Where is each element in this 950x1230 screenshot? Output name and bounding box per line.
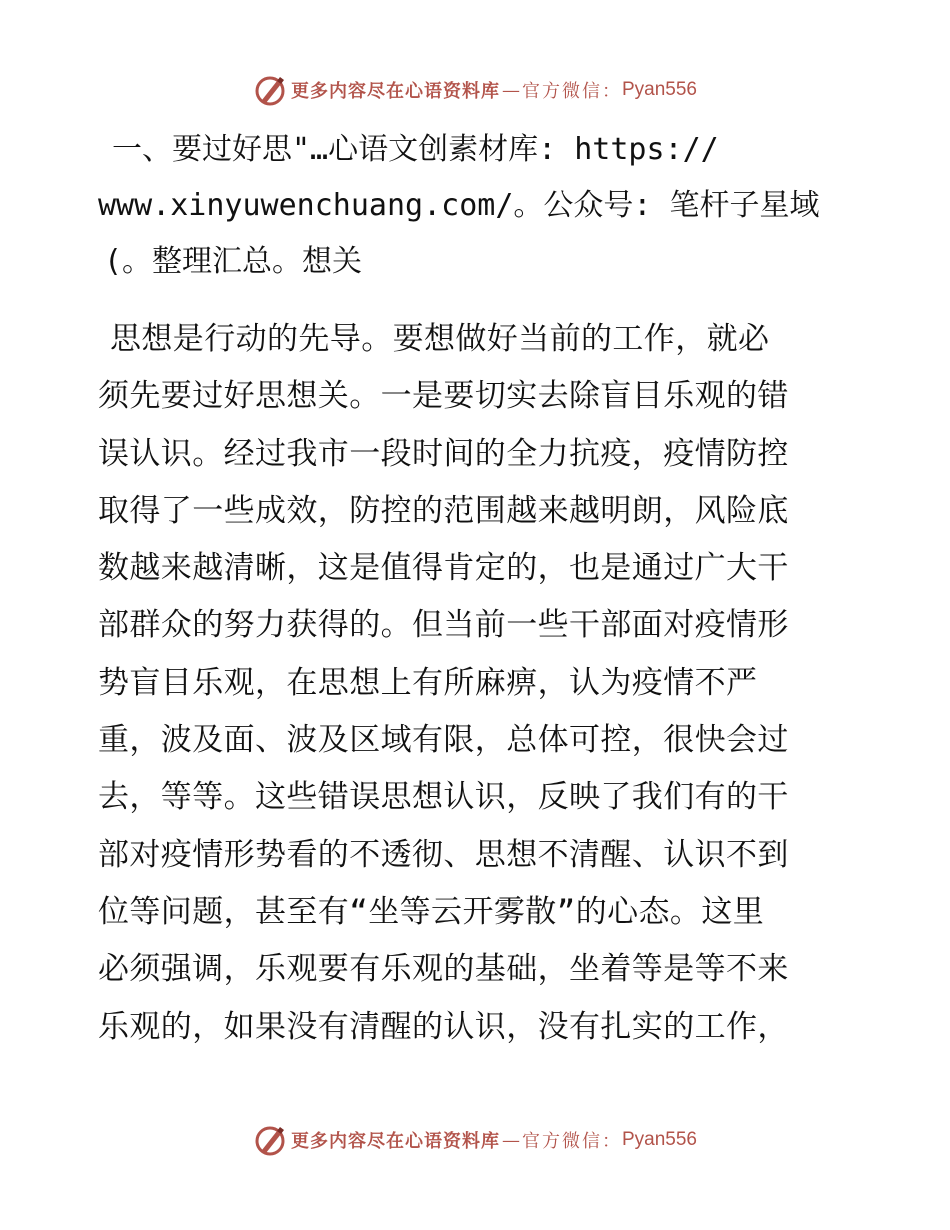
header-watermark-banner (0, 70, 950, 110)
paragraph-line: 误认识。经过我市一段时间的全力抗疫，疫情防控 (98, 435, 789, 472)
banner-wechat-id: Pyan556 (621, 79, 697, 100)
banner-official-label: 官方微信： (521, 81, 622, 102)
paragraph-line: 部群众的努力获得的。但当前一些干部面对疫情形 (98, 607, 789, 644)
paragraph-line: 位等问题，甚至有“坐等云开雾散”的心态。这里 (98, 893, 765, 930)
title-line-2: www.xinyuwenchuang.com/。公众号: 笔杆子星域 (98, 188, 820, 223)
pen-logo-icon (253, 73, 287, 107)
paragraph-line: 部对疫情形势看的不透彻、思想不清醒、认识不到 (98, 836, 789, 873)
banner-text: 更多内容尽在心语资料库 (290, 1131, 500, 1152)
banner-wechat-id: Pyan556 (621, 1129, 697, 1150)
pen-logo-icon (253, 1123, 287, 1157)
body-paragraph (98, 311, 858, 1056)
banner-official-label: 官方微信： (521, 1131, 622, 1152)
paragraph-line: 取得了一些成效，防控的范围越来越明朗，风险底 (98, 492, 789, 529)
footer-watermark-banner (0, 1120, 950, 1160)
title-line-1: 一、要过好思"…心语文创素材库: https:// (112, 132, 719, 167)
paragraph-line: 去，等等。这些错误思想认识，反映了我们有的干 (98, 779, 789, 816)
paragraph-line: 思想是行动的先导。要想做好当前的工作，就必 (110, 321, 770, 357)
banner-dash: — (501, 1129, 520, 1151)
paragraph-line: 乐观的，如果没有清醒的认识，没有扎实的工作， (98, 1008, 789, 1045)
banner-text: 更多内容尽在心语资料库 (290, 81, 500, 102)
title-line-3: (。整理汇总。想关 (104, 244, 363, 279)
paragraph-line: 重，波及面、波及区域有限，总体可控，很快会过 (98, 722, 789, 759)
paragraph-line: 数越来越清晰，这是值得肯定的，也是通过广大干 (98, 550, 789, 587)
paragraph-line: 势盲目乐观，在思想上有所麻痹，认为疫情不严 (98, 664, 758, 701)
paragraph-line: 必须强调，乐观要有乐观的基础，坐着等是等不来 (98, 951, 789, 988)
banner-dash: — (501, 79, 520, 101)
paragraph-line: 须先要过好思想关。一是要切实去除盲目乐观的错 (98, 378, 789, 415)
